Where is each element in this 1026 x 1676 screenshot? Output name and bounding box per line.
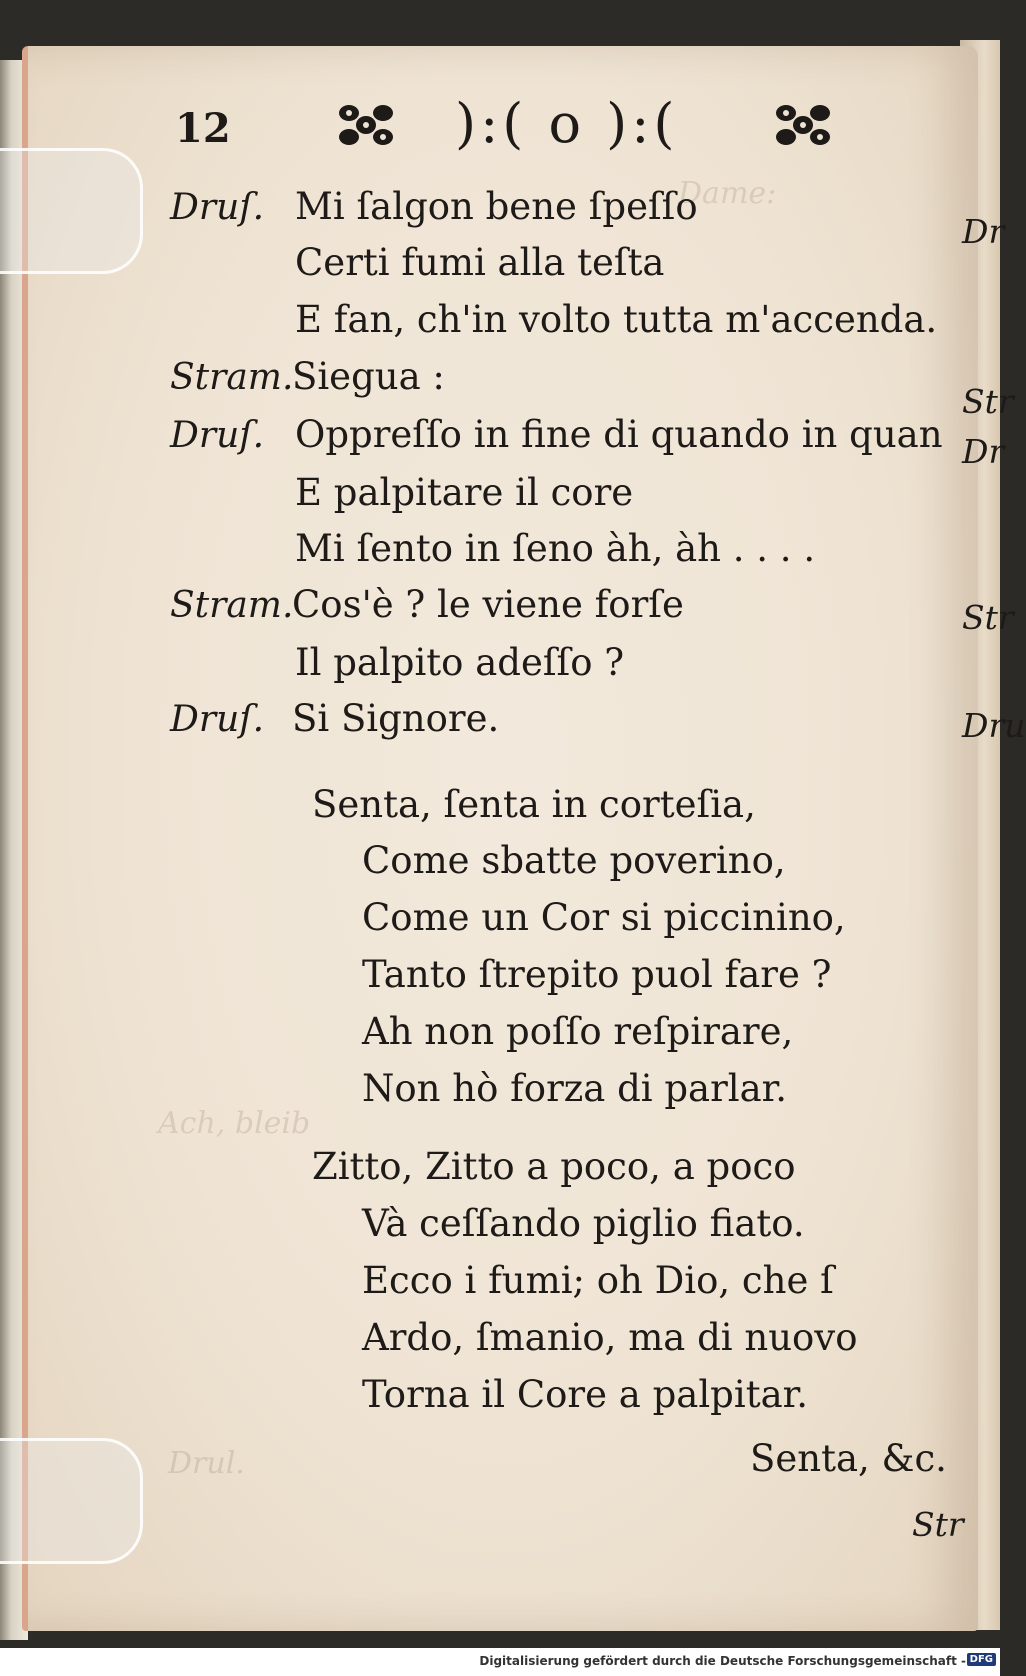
speaker-label: Stram. [170, 357, 294, 398]
verse-line: Cos'è ? le viene forſe [292, 583, 684, 626]
verse-line: Torna il Core a palpitar. [362, 1373, 809, 1416]
verse-line: Si Signore. [292, 697, 500, 740]
verse-line: Tanto ſtrepito puol fare ? [362, 953, 832, 996]
verse-line: E palpitare il core [295, 471, 634, 514]
cue-text: Senta, &c. [750, 1437, 947, 1480]
page-number: 12 [175, 105, 231, 152]
facing-page-fragment: Dr [962, 432, 1005, 471]
book-clip-top [0, 148, 143, 274]
facing-page-fragment: Dru [962, 706, 1026, 745]
verse-line: Come sbatte poverino, [362, 839, 786, 882]
verse-line: Il palpito adeſſo ? [295, 641, 625, 684]
verse-line: E fan, ch'in volto tutta m'accenda. [295, 298, 938, 341]
verse-line: Come un Cor si piccinino, [362, 896, 846, 939]
verse-line: Ecco i fumi; oh Dio, che ſ [362, 1259, 834, 1302]
speaker-label: Stram. [170, 585, 294, 626]
verse-line: Ah non poſſo reſpirare, [362, 1010, 794, 1053]
facing-page-fragment: Str [962, 598, 1014, 637]
book-page: Dame: Ach, bleib Drul. [22, 46, 978, 1631]
header-ornament-text: ):( o ):( [455, 92, 679, 155]
flower-ornament-icon [335, 95, 397, 155]
speaker-label: Druſ. [170, 187, 265, 228]
verse-line: Mi ſento in ſeno àh, àh . . . . [295, 527, 816, 570]
verse-line: Mi ſalgon bene ſpeſſo [295, 185, 698, 228]
verse-line: Và ceſſando piglio fiato. [362, 1202, 805, 1245]
facing-page-fragment: Str [962, 382, 1014, 421]
book-clip-bottom [0, 1438, 143, 1564]
facing-page-fragment: Dr [962, 212, 1005, 251]
catchword: Str [912, 1505, 964, 1544]
speaker-label: Druſ. [170, 415, 265, 456]
flower-ornament-icon [772, 95, 834, 155]
verse-line: Siegua : [292, 355, 445, 398]
footer-bar [0, 1648, 1000, 1676]
verse-line: Ardo, ſmanio, ma di nuovo [362, 1316, 858, 1359]
speaker-label: Druſ. [170, 699, 265, 740]
footer-credit: Digitalisierung gefördert durch die Deutsche Forschungsgemeinschaft - [479, 1654, 966, 1668]
verse-line: Non hò forza di parlar. [362, 1067, 788, 1110]
verse-line: Certi fumi alla teſta [295, 241, 665, 284]
dfg-logo: DFG [967, 1653, 996, 1666]
verse-line: Zitto, Zitto a poco, a poco [312, 1145, 796, 1188]
verse-line: Senta, ſenta in corteſia, [312, 783, 756, 826]
verse-line: Oppreſſo in fine di quando in quan [295, 413, 943, 456]
